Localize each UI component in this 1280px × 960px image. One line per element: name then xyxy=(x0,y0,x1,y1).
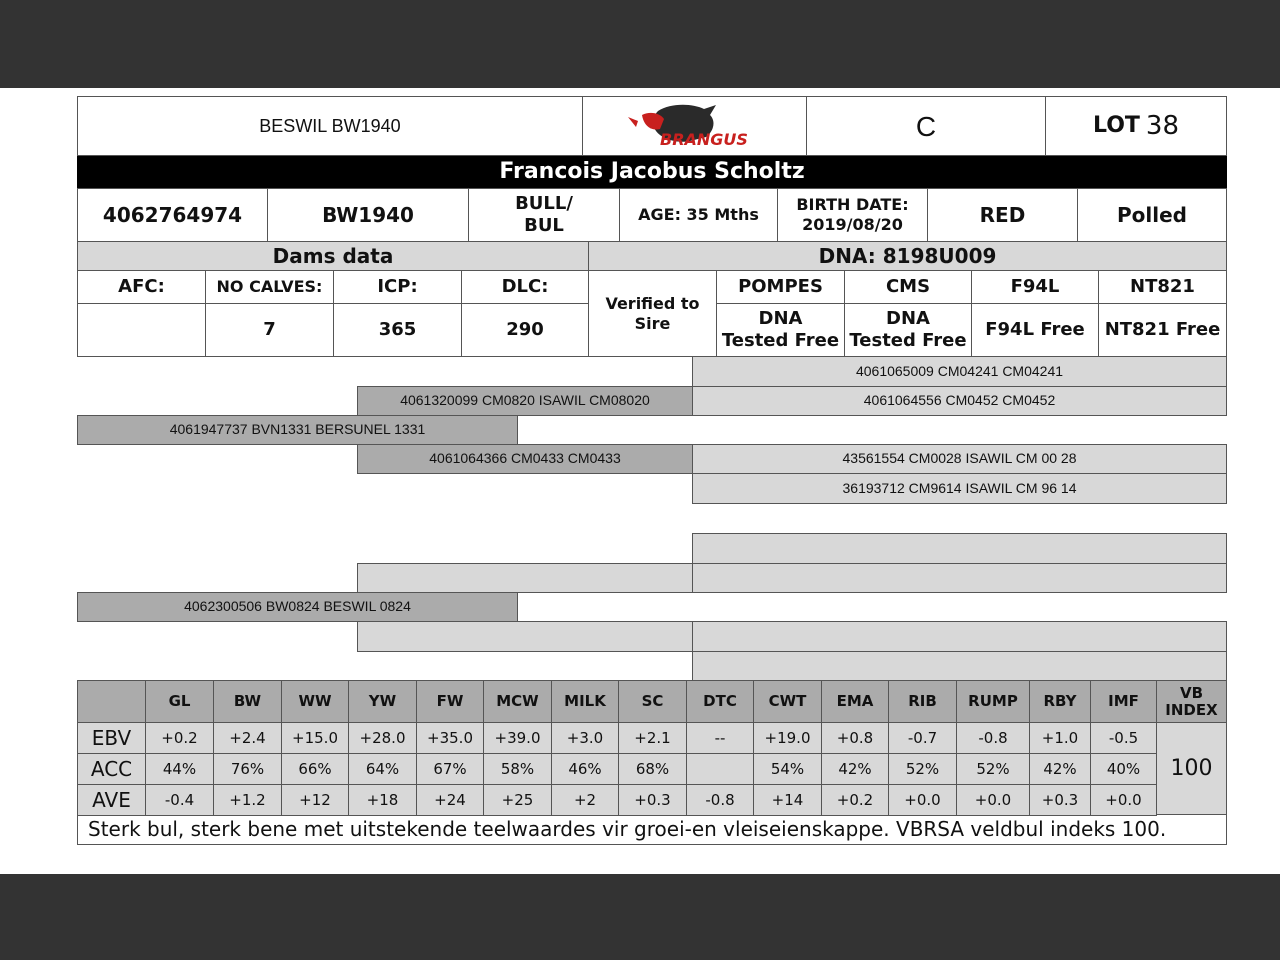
ebv-cell: +18 xyxy=(348,784,417,816)
ebv-header: MCW xyxy=(483,680,552,723)
lot-cell xyxy=(1045,96,1227,156)
ebv-header: YW xyxy=(348,680,417,723)
svg-text:BRANGUS: BRANGUS xyxy=(659,130,748,149)
no-calves-label: NO CALVES: xyxy=(205,270,334,304)
lot-card xyxy=(0,88,1280,874)
pedigree-sire: 4061947737 BVN1331 BERSUNEL 1331 xyxy=(77,415,518,445)
ebv-cell: -0.8 xyxy=(686,784,754,816)
ebv-cell: -0.8 xyxy=(956,722,1030,754)
ebv-corner xyxy=(77,680,146,723)
vb-index-header-line-2: INDEX xyxy=(1165,700,1218,719)
animal-color: RED xyxy=(927,188,1078,242)
pompes-result xyxy=(716,303,845,357)
dna-header: DNA: 8198U009 xyxy=(588,241,1227,271)
ebv-row-label: EBV xyxy=(77,722,146,754)
ebv-header: EMA xyxy=(821,680,889,723)
ebv-cell: 44% xyxy=(145,753,214,785)
ebv-cell: +0.0 xyxy=(888,784,957,816)
birth-date-value: 2019/08/20 xyxy=(802,215,903,234)
ebv-header: RUMP xyxy=(956,680,1030,723)
lot-label: LOT xyxy=(1092,113,1140,139)
animal-id: 4062764974 xyxy=(77,188,268,242)
vb-index-value: 100 xyxy=(1156,722,1227,815)
ebv-cell: +3.0 xyxy=(551,722,619,754)
ebv-cell: +2.4 xyxy=(213,722,282,754)
cms-label: CMS xyxy=(844,270,972,304)
pompes-result-line-2: Tested Free xyxy=(721,330,840,351)
ebv-cell: +0.0 xyxy=(1090,784,1157,816)
nt821-label: NT821 xyxy=(1098,270,1227,304)
ebv-cell: +0.3 xyxy=(618,784,687,816)
animal-sex xyxy=(468,188,620,242)
lot-number: 38 xyxy=(1145,110,1180,141)
birth-date-label: BIRTH DATE: xyxy=(796,195,909,214)
f94l-result: F94L Free xyxy=(971,303,1099,357)
ebv-cell: +39.0 xyxy=(483,722,552,754)
ebv-cell: -0.7 xyxy=(888,722,957,754)
owner-name: Francois Jacobus Scholtz xyxy=(77,156,1227,188)
verified-line-1: Verified to xyxy=(605,293,700,313)
cms-result-line-1: DNA xyxy=(886,307,930,329)
animal-age: AGE: 35 Mths xyxy=(619,188,778,242)
vb-index-header-line-1: VB xyxy=(1179,684,1204,702)
ebv-cell: +2.1 xyxy=(618,722,687,754)
ebv-cell: +25 xyxy=(483,784,552,816)
pedigree-dam: 4062300506 BW0824 BESWIL 0824 xyxy=(77,592,518,622)
dams-data-header: Dams data xyxy=(77,241,589,271)
dlc-label: DLC: xyxy=(461,270,589,304)
ebv-cell: 40% xyxy=(1090,753,1157,785)
bottom-band xyxy=(0,874,1280,960)
pedigree-dam-dam-sire xyxy=(692,621,1227,652)
ebv-cell: +19.0 xyxy=(753,722,822,754)
pedigree-sire-sire-sire: 4061065009 CM04241 CM04241 xyxy=(692,356,1227,387)
ebv-cell: 46% xyxy=(551,753,619,785)
ebv-cell: 76% xyxy=(213,753,282,785)
pompes-result-line-1: DNA xyxy=(758,307,803,329)
ebv-header: SC xyxy=(618,680,687,723)
ebv-cell: +0.8 xyxy=(821,722,889,754)
pedigree-sire-sire-dam: 4061064556 CM0452 CM0452 xyxy=(692,386,1227,416)
ebv-cell: 66% xyxy=(281,753,349,785)
top-band xyxy=(0,0,1280,88)
ebv-cell: 67% xyxy=(416,753,484,785)
ebv-header: CWT xyxy=(753,680,822,723)
ebv-cell: -- xyxy=(686,722,754,754)
ebv-cell: 52% xyxy=(888,753,957,785)
ebv-cell: +15.0 xyxy=(281,722,349,754)
sex-line-1: BULL/ xyxy=(515,192,573,214)
bull-head-icon xyxy=(620,101,770,151)
ebv-cell: +24 xyxy=(416,784,484,816)
animal-code: BW1940 xyxy=(267,188,469,242)
ebv-cell: 42% xyxy=(1029,753,1091,785)
no-calves-value: 7 xyxy=(205,303,334,357)
ebv-cell: +1.2 xyxy=(213,784,282,816)
ebv-header: MILK xyxy=(551,680,619,723)
afc-value xyxy=(77,303,206,357)
ebv-header: GL xyxy=(145,680,214,723)
pedigree-dam-dam xyxy=(357,621,693,652)
ebv-cell: +12 xyxy=(281,784,349,816)
ebv-cell: +0.2 xyxy=(821,784,889,816)
icp-value: 365 xyxy=(333,303,462,357)
dlc-value: 290 xyxy=(461,303,589,357)
animal-name: BESWIL BW1940 xyxy=(77,96,583,156)
pedigree-sire-dam-dam: 36193712 CM9614 ISAWIL CM 96 14 xyxy=(692,473,1227,504)
ebv-cell: +14 xyxy=(753,784,822,816)
ebv-cell: 64% xyxy=(348,753,417,785)
ebv-cell: +35.0 xyxy=(416,722,484,754)
ebv-cell: +2 xyxy=(551,784,619,816)
icp-label: ICP: xyxy=(333,270,462,304)
pedigree-sire-dam: 4061064366 CM0433 CM0433 xyxy=(357,444,693,474)
ebv-header: BW xyxy=(213,680,282,723)
pedigree-dam-sire xyxy=(357,563,693,593)
cms-result-line-2: Tested Free xyxy=(849,330,967,351)
verified-line-2: Sire xyxy=(634,313,671,333)
ebv-cell: 58% xyxy=(483,753,552,785)
ebv-cell: +0.3 xyxy=(1029,784,1091,816)
ebv-header: DTC xyxy=(686,680,754,723)
ebv-header: RBY xyxy=(1029,680,1091,723)
pedigree-dam-sire-dam xyxy=(692,563,1227,593)
ebv-cell: +28.0 xyxy=(348,722,417,754)
ebv-cell xyxy=(686,753,754,785)
ebv-cell: -0.4 xyxy=(145,784,214,816)
ebv-row-label: AVE xyxy=(77,784,146,816)
ebv-header: IMF xyxy=(1090,680,1157,723)
ebv-cell: +1.0 xyxy=(1029,722,1091,754)
horn-status: Polled xyxy=(1077,188,1227,242)
verified-to-sire xyxy=(588,270,717,357)
sex-line-2: BUL xyxy=(524,215,564,236)
ebv-cell: 52% xyxy=(956,753,1030,785)
ebv-cell: 54% xyxy=(753,753,822,785)
ebv-cell: +0.2 xyxy=(145,722,214,754)
f94l-label: F94L xyxy=(971,270,1099,304)
ebv-header: RIB xyxy=(888,680,957,723)
cms-result xyxy=(844,303,972,357)
ebv-cell: 68% xyxy=(618,753,687,785)
ebv-cell: 42% xyxy=(821,753,889,785)
pedigree-sire-dam-sire: 43561554 CM0028 ISAWIL CM 00 28 xyxy=(692,444,1227,474)
class-letter: C xyxy=(806,96,1046,156)
birth-date xyxy=(777,188,928,242)
ebv-cell: -0.5 xyxy=(1090,722,1157,754)
vb-index-header xyxy=(1156,680,1227,723)
afc-label: AFC: xyxy=(77,270,206,304)
pedigree-dam-dam-dam xyxy=(692,651,1227,682)
pedigree-sire-sire: 4061320099 CM0820 ISAWIL CM08020 xyxy=(357,386,693,416)
nt821-result: NT821 Free xyxy=(1098,303,1227,357)
pedigree-dam-sire-sire xyxy=(692,533,1227,564)
ebv-header: WW xyxy=(281,680,349,723)
ebv-row-label: ACC xyxy=(77,753,146,785)
pompes-label: POMPES xyxy=(716,270,845,304)
comment: Sterk bul, sterk bene met uitstekende teelwaardes vir groei-en vleiseienskappe. VBRSA veldbul indeks 100. xyxy=(77,814,1227,845)
ebv-header: FW xyxy=(416,680,484,723)
brangus-logo xyxy=(582,96,807,156)
ebv-cell: +0.0 xyxy=(956,784,1030,816)
